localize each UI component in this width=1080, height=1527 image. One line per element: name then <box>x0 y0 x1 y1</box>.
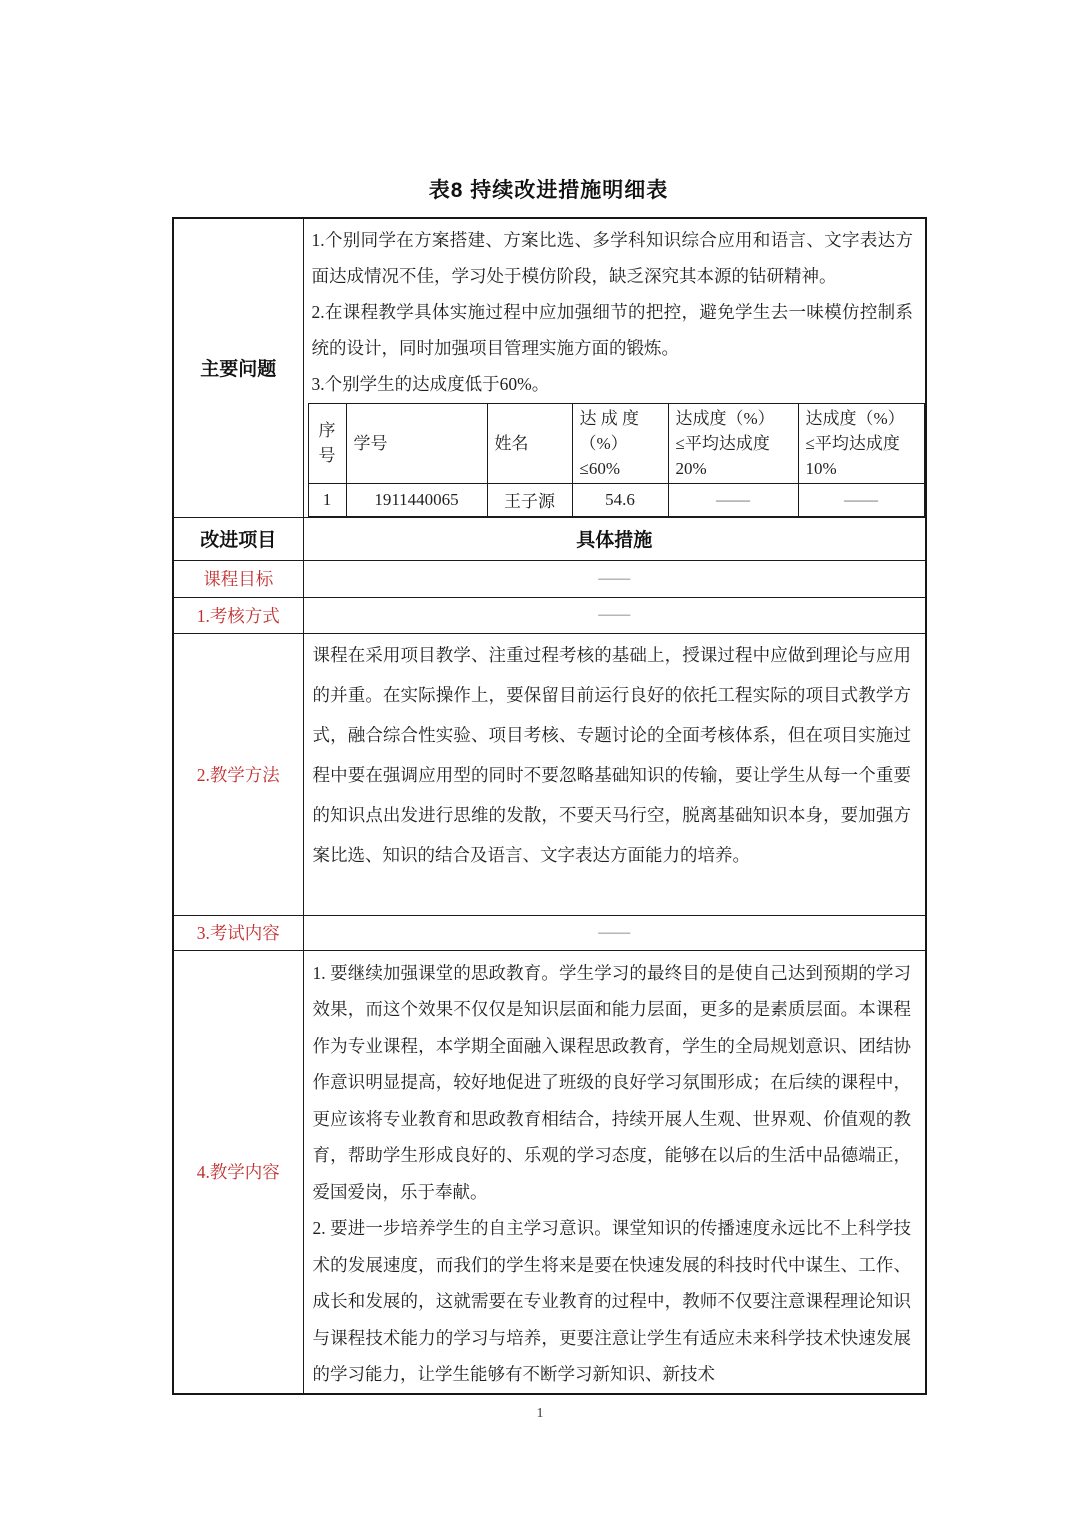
course-goal-dash: —— <box>303 560 926 597</box>
row-course-goal <box>173 560 926 597</box>
label-exam-content: 3.考试内容 <box>173 915 303 950</box>
problem-item-1: 1.个别同学在方案搭建、方案比选、多学科知识综合应用和语言、文字表达方面达成情况不佳，学习处于模仿阶段，缺乏深究其本源的钻研精神。 <box>311 230 913 286</box>
teaching-method-text: 课程在采用项目教学、注重过程考核的基础上，授课过程中应做到理论与应用的并重。在实际操作上，要保留目前运行良好的依托工程实际的项目式教学方式，融合综合性实验、项目考核、专题讨论的全面考核体系，但在项目实施过程中要在强调应用型的同时不要忽略基础知识的传输，要让学生从每一个重要的知识点出发进行思维的发散，不要天马行空，脱离基础知识本身，要加强方案比选、知识的结合及语言、文字表达方面能力的培养。 <box>303 633 926 915</box>
row-teaching-method <box>173 633 926 915</box>
col-header-name: 姓名 <box>487 403 572 483</box>
row-main-problems <box>173 218 926 517</box>
label-teaching-method: 2.教学方法 <box>173 633 303 915</box>
col-header-below-average-20: 达成度（%） ≤平均达成度 20% <box>668 403 798 483</box>
teaching-content-paragraph-2: 2. 要进一步培养学生的自主学习意识。课堂知识的传播速度永远比不上科学技术的发展速度，而我们的学生将来是要在快速发展的科技时代中谋生、工作、成长和发展的，这就需要在专业教育的过程中，教师不仅要注意课程理论知识与课程技术能力的学习与培养，更要注意让学生有适应未来科学技术快速发展的学习能力，让学生能够有不断学习新知识、新技术 <box>312 1218 911 1384</box>
row-assessment-method <box>173 597 926 633</box>
col-header-achievement-below-60: 达 成 度 （%） ≤60% <box>572 403 668 483</box>
exam-content-dash: —— <box>303 915 926 950</box>
page-title: 表8 持续改进措施明细表 <box>428 179 669 202</box>
main-problems-text <box>304 219 926 402</box>
teaching-content-text <box>303 950 926 1394</box>
problem-item-3: 3.个别学生的达成度低于60%。 <box>311 374 550 394</box>
student-name: 王子源 <box>487 483 572 516</box>
col-header-student-id: 学号 <box>346 403 487 483</box>
row-exam-content <box>173 915 926 950</box>
improvement-table <box>172 217 927 1395</box>
students-table-header <box>308 403 924 483</box>
row-improvement-header <box>173 517 926 560</box>
label-main-problems: 主要问题 <box>173 218 303 517</box>
label-improvement-items: 改进项目 <box>173 517 303 560</box>
problem-item-2: 2.在课程教学具体实施过程中应加强细节的把控，避免学生去一味模仿控制系统的设计，同时加强项目管理实施方面的锻炼。 <box>311 302 913 358</box>
students-table <box>308 403 925 517</box>
row-teaching-content <box>173 950 926 1394</box>
student-row <box>308 483 924 516</box>
label-course-goal: 课程目标 <box>173 560 303 597</box>
assessment-method-dash: —— <box>303 597 926 633</box>
col-header-index: 序 号 <box>308 403 346 483</box>
student-avg10-dash: —— <box>798 483 924 516</box>
main-problems-cell <box>303 218 926 517</box>
student-index: 1 <box>308 483 346 516</box>
teaching-content-paragraph-1: 1. 要继续加强课堂的思政教育。学生学习的最终目的是使自己达到预期的学习效果，而这个效果不仅仅是知识层面和能力层面，更多的是素质层面。本课程作为专业课程，本学期全面融入课程思政教育，学生的全局规划意识、团结协作意识明显提高，较好地促进了班级的良好学习氛围形成；在后续的课程中，更应该将专业教育和思政教育相结合，持续开展人生观、世界观、价值观的教育，帮助学生形成良好的、乐观的学习态度，能够在以后的生活中品德端正，爱国爱岗，乐于奉献。 <box>312 962 911 1202</box>
student-achievement: 54.6 <box>572 483 668 516</box>
student-id: 1911440065 <box>346 483 487 516</box>
header-specific-measures: 具体措施 <box>303 517 926 560</box>
student-avg20-dash: —— <box>668 483 798 516</box>
col-header-below-average-10: 达成度（%） ≤平均达成度 10% <box>798 403 924 483</box>
page-number: 1 <box>536 1406 544 1421</box>
label-assessment-method: 1.考核方式 <box>173 597 303 633</box>
label-teaching-content: 4.教学内容 <box>173 950 303 1394</box>
